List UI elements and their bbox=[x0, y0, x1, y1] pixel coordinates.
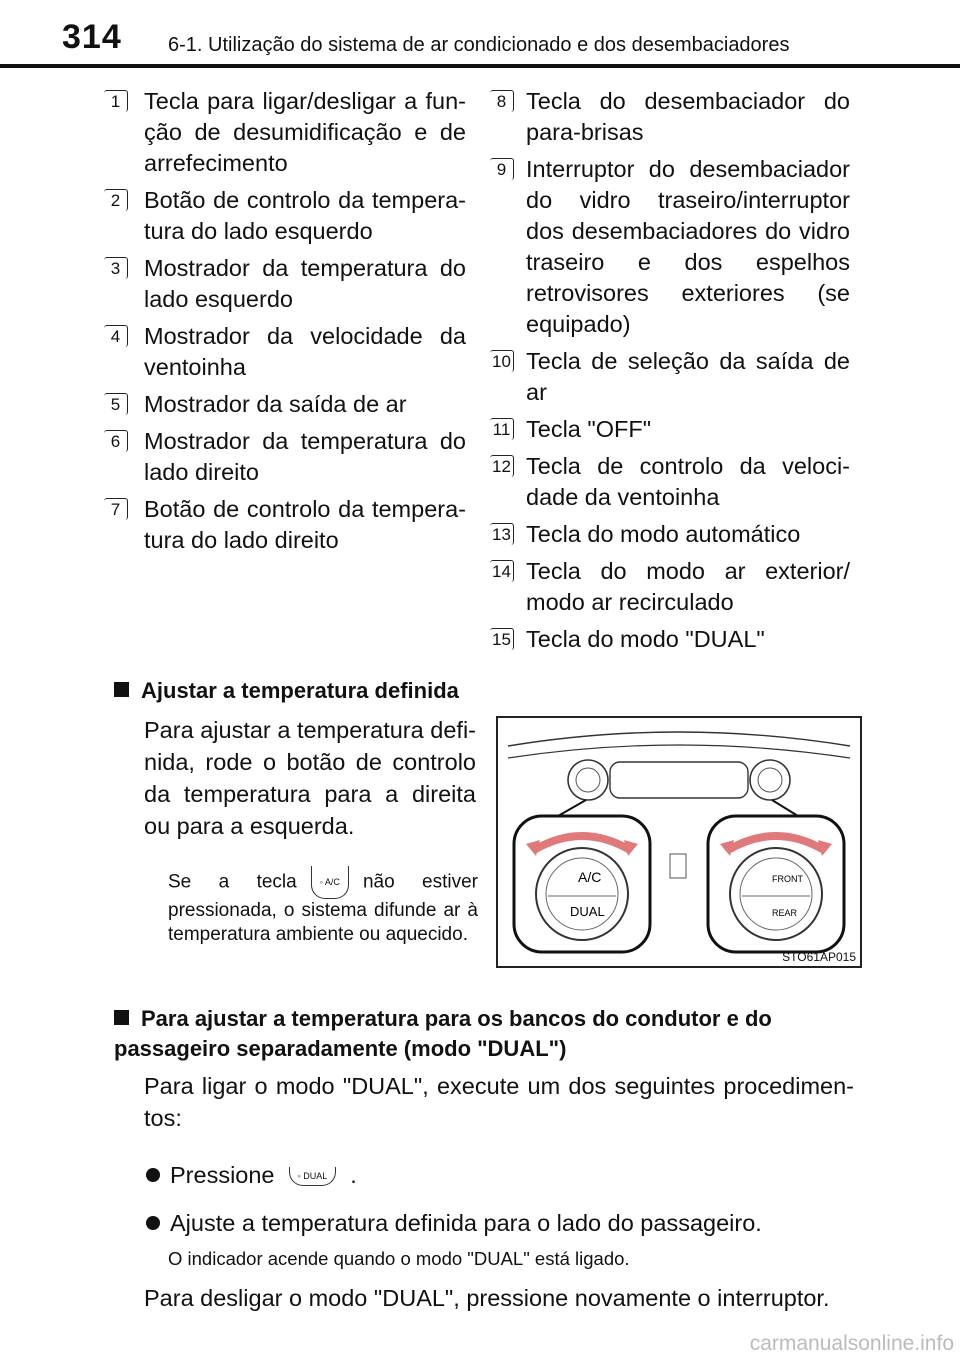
legend-text: Tecla para ligar/desligar a fun-ção de desumidificação e de arrefecimento bbox=[144, 88, 466, 176]
section-paragraph: Para ligar o modo "DUAL", execute um dos seguintes procedimen-tos: bbox=[144, 1073, 854, 1131]
legend-number: 8 bbox=[490, 90, 514, 112]
legend-text: Tecla "OFF" bbox=[526, 416, 652, 442]
legend-text: Tecla do modo automático bbox=[526, 521, 801, 547]
dual-button-icon: ◦ DUAL bbox=[289, 1167, 337, 1186]
legend-item bbox=[486, 451, 850, 513]
left-vent-inner bbox=[576, 768, 600, 792]
ac-button-icon: ◦ A/C bbox=[311, 866, 349, 899]
center-slot bbox=[670, 854, 686, 878]
legend-text: Mostrador da temperatura do lado direito bbox=[144, 428, 466, 485]
legend-number: 9 bbox=[490, 158, 514, 180]
legend-number: 4 bbox=[104, 325, 128, 347]
note-text: não estiver pressionada, o sistema difunde ar à temperatura ambiente ou aquecido. bbox=[168, 871, 478, 945]
dashboard-illustration bbox=[498, 718, 860, 966]
chapter-title: 6-1. Utilização do sistema de ar condicionado e dos desembaciadores bbox=[168, 34, 790, 56]
legend-number: 7 bbox=[104, 498, 128, 520]
dual-button-label: DUAL bbox=[303, 1171, 328, 1182]
bullet-text: Pressione bbox=[170, 1162, 275, 1188]
legend-item bbox=[486, 414, 850, 445]
legend-item bbox=[486, 519, 850, 550]
legend-number: 12 bbox=[490, 455, 514, 477]
legend-text: Tecla do modo "DUAL" bbox=[526, 626, 765, 652]
legend-number: 10 bbox=[490, 350, 514, 372]
legend-left-column bbox=[104, 86, 466, 562]
knob-label-rear: REAR bbox=[772, 908, 798, 918]
legend-number: 2 bbox=[104, 189, 128, 211]
arrow-head-icon bbox=[624, 840, 638, 856]
climate-control-figure bbox=[496, 716, 862, 968]
left-vent-icon bbox=[568, 760, 608, 800]
legend-text: Mostrador da velocidade da ventoinha bbox=[144, 323, 466, 380]
arrow-head-icon bbox=[720, 840, 734, 856]
section-paragraph: Para ajustar a temperatura defi-nida, rode o botão de controlo da temperatura para a direita ou para a esquerda. bbox=[144, 717, 476, 839]
bullet-item bbox=[146, 1210, 762, 1237]
section-heading bbox=[114, 678, 459, 704]
legend-item bbox=[486, 624, 850, 655]
legend-item bbox=[104, 253, 466, 315]
right-vent-icon bbox=[750, 760, 790, 800]
legend-item bbox=[104, 185, 466, 247]
legend-item bbox=[486, 556, 850, 618]
legend-number: 1 bbox=[104, 90, 128, 112]
legend-number: 5 bbox=[104, 393, 128, 415]
bullet-text: . bbox=[350, 1162, 357, 1188]
bullet-dot-icon bbox=[146, 1216, 160, 1230]
bullet-dot-icon bbox=[146, 1168, 160, 1182]
legend-text: Tecla do desembaciador do para-brisas bbox=[526, 88, 850, 145]
legend-number: 15 bbox=[490, 628, 514, 650]
knob-label-ac: A/C bbox=[578, 869, 602, 885]
legend-item bbox=[104, 494, 466, 556]
center-display bbox=[610, 762, 748, 798]
dashboard-outline bbox=[508, 745, 850, 758]
legend-item bbox=[104, 321, 466, 383]
bullet-text: Ajuste a temperatura definida para o lado do passageiro. bbox=[170, 1210, 762, 1236]
section-heading-text: Ajustar a temperatura definida bbox=[141, 678, 459, 703]
legend-item bbox=[486, 86, 850, 148]
section-heading bbox=[114, 1004, 854, 1064]
legend-item bbox=[104, 389, 466, 420]
legend-text: Interruptor do desembaciador do vidro traseiro/interruptor dos desembaciadores do vidro traseiro e dos espelhos retrovisores exteriores (se equipado) bbox=[526, 156, 850, 337]
legend-text: Tecla do modo ar exterior/ modo ar recirculado bbox=[526, 558, 850, 615]
square-bullet-icon bbox=[114, 1010, 129, 1025]
right-knob-inner bbox=[740, 858, 812, 930]
arrow-head-icon bbox=[526, 840, 540, 856]
callout-line bbox=[558, 800, 586, 816]
section-note bbox=[168, 866, 478, 947]
note-text: Se a tecla bbox=[168, 871, 297, 893]
right-vent-inner bbox=[758, 768, 782, 792]
legend-number: 11 bbox=[490, 418, 514, 440]
header-rule bbox=[0, 64, 960, 68]
figure-code: STO61AP015 bbox=[782, 950, 856, 964]
section-note: O indicador acende quando o modo "DUAL" está ligado. bbox=[168, 1248, 630, 1269]
watermark: carmanualsonline.info bbox=[749, 1332, 954, 1355]
legend-number: 14 bbox=[490, 560, 514, 582]
legend-item bbox=[104, 426, 466, 488]
bullet-item bbox=[146, 1162, 357, 1189]
section-heading-text: Para ajustar a temperatura para os bancos do condutor e do passageiro separadamente (modo "DUAL") bbox=[114, 1006, 772, 1061]
knob-label-front: FRONT bbox=[772, 874, 803, 884]
legend-text: Botão de controlo da tempera-tura do lado esquerdo bbox=[144, 187, 466, 244]
legend-text: Mostrador da temperatura do lado esquerdo bbox=[144, 255, 466, 312]
section-paragraph: Para desligar o modo "DUAL", pressione novamente o interruptor. bbox=[144, 1285, 830, 1311]
legend-text: Botão de controlo da tempera-tura do lado direito bbox=[144, 496, 466, 553]
knob-label-dual: DUAL bbox=[570, 904, 605, 919]
legend-number: 13 bbox=[490, 523, 514, 545]
ac-button-label: A/C bbox=[324, 877, 340, 887]
legend-text: Mostrador da saída de ar bbox=[144, 391, 407, 417]
legend-right-column bbox=[486, 86, 850, 661]
right-knob-icon bbox=[730, 848, 822, 940]
legend-item bbox=[486, 346, 850, 408]
page-header bbox=[0, 0, 960, 64]
legend-item bbox=[486, 154, 850, 340]
callout-line bbox=[772, 800, 798, 816]
legend-text: Tecla de controlo da veloci-dade da ventoinha bbox=[526, 453, 850, 510]
legend-text: Tecla de seleção da saída de ar bbox=[526, 348, 850, 405]
square-bullet-icon bbox=[114, 682, 129, 697]
legend-number: 3 bbox=[104, 257, 128, 279]
left-knob-icon bbox=[536, 848, 628, 940]
page-number: 314 bbox=[62, 18, 122, 56]
legend-number: 6 bbox=[104, 430, 128, 452]
legend-item bbox=[104, 86, 466, 179]
dashboard-outline bbox=[508, 732, 850, 746]
arrow-head-icon bbox=[818, 840, 832, 856]
